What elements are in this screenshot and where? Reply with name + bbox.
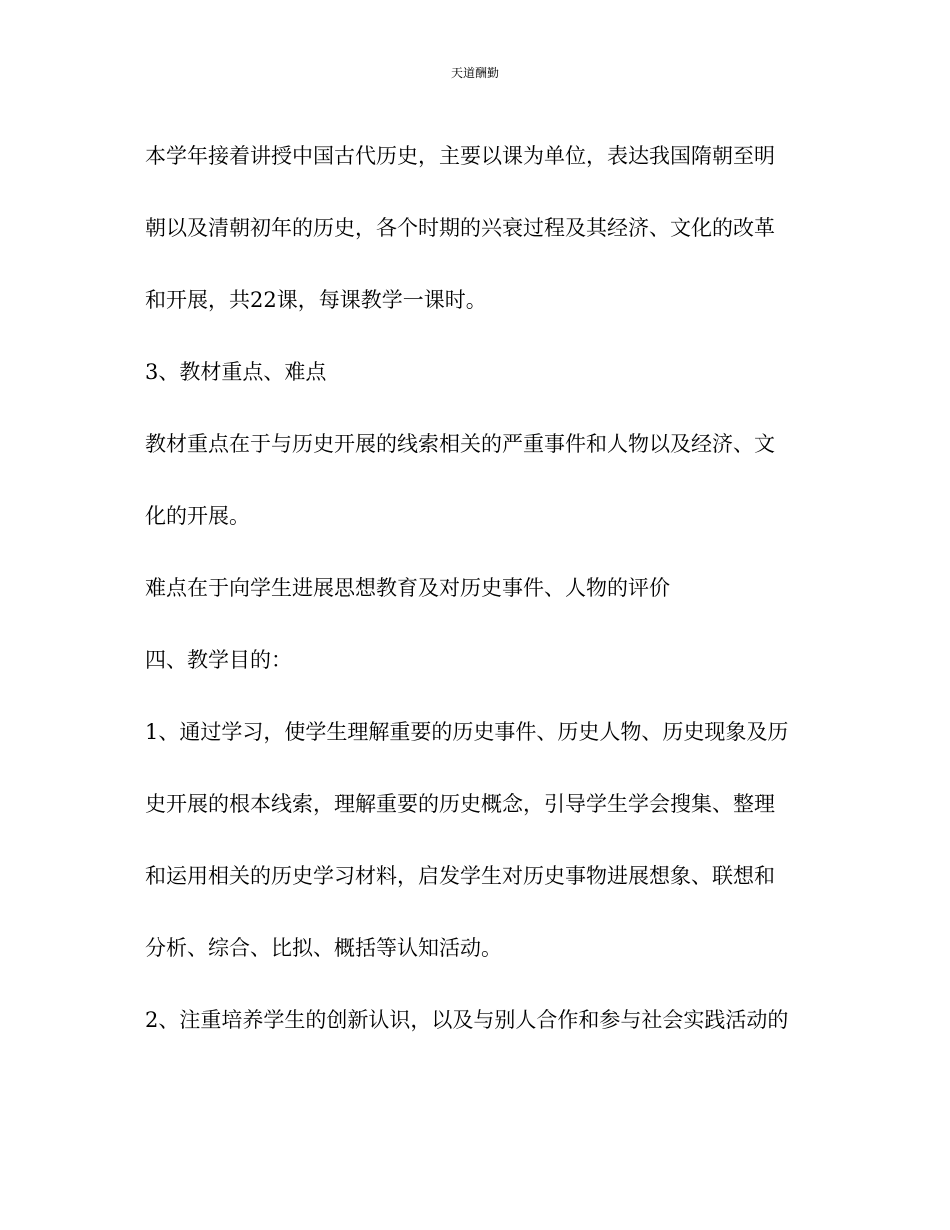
body-line-1: 本学年接着讲授中国古代历史，主要以课为单位，表达我国隋朝至明 <box>145 144 775 168</box>
body-line-9: 1、通过学习，使学生理解重要的历史事件、历史人物、历史现象及历 <box>145 720 789 744</box>
body-line-13: 2、注重培养学生的创新认识，以及与别人合作和参与社会实践活动的 <box>145 1008 789 1032</box>
body-line-5: 教材重点在于与历史开展的线索相关的严重事件和人物以及经济、文 <box>145 432 775 456</box>
body-line-2: 朝以及清朝初年的历史，各个时期的兴衰过程及其经济、文化的改革 <box>145 216 775 240</box>
body-line-7: 难点在于向学生进展思想教育及对历史事件、人物的评价 <box>145 576 670 600</box>
body-line-3: 和开展，共22课，每课教学一课时。 <box>145 288 487 312</box>
section-heading-objectives: 四、教学目的： <box>145 648 292 672</box>
body-line-11: 和运用相关的历史学习材料，启发学生对历史事物进展想象、联想和 <box>145 864 775 888</box>
body-line-12: 分析、综合、比拟、概括等认知活动。 <box>145 936 502 960</box>
section-heading-materials: 3、教材重点、难点 <box>145 360 327 384</box>
body-line-6: 化的开展。 <box>145 504 250 528</box>
page-header: 天道酬勤 <box>450 66 499 80</box>
body-line-10: 史开展的根本线索，理解重要的历史概念，引导学生学会搜集、整理 <box>145 792 775 816</box>
